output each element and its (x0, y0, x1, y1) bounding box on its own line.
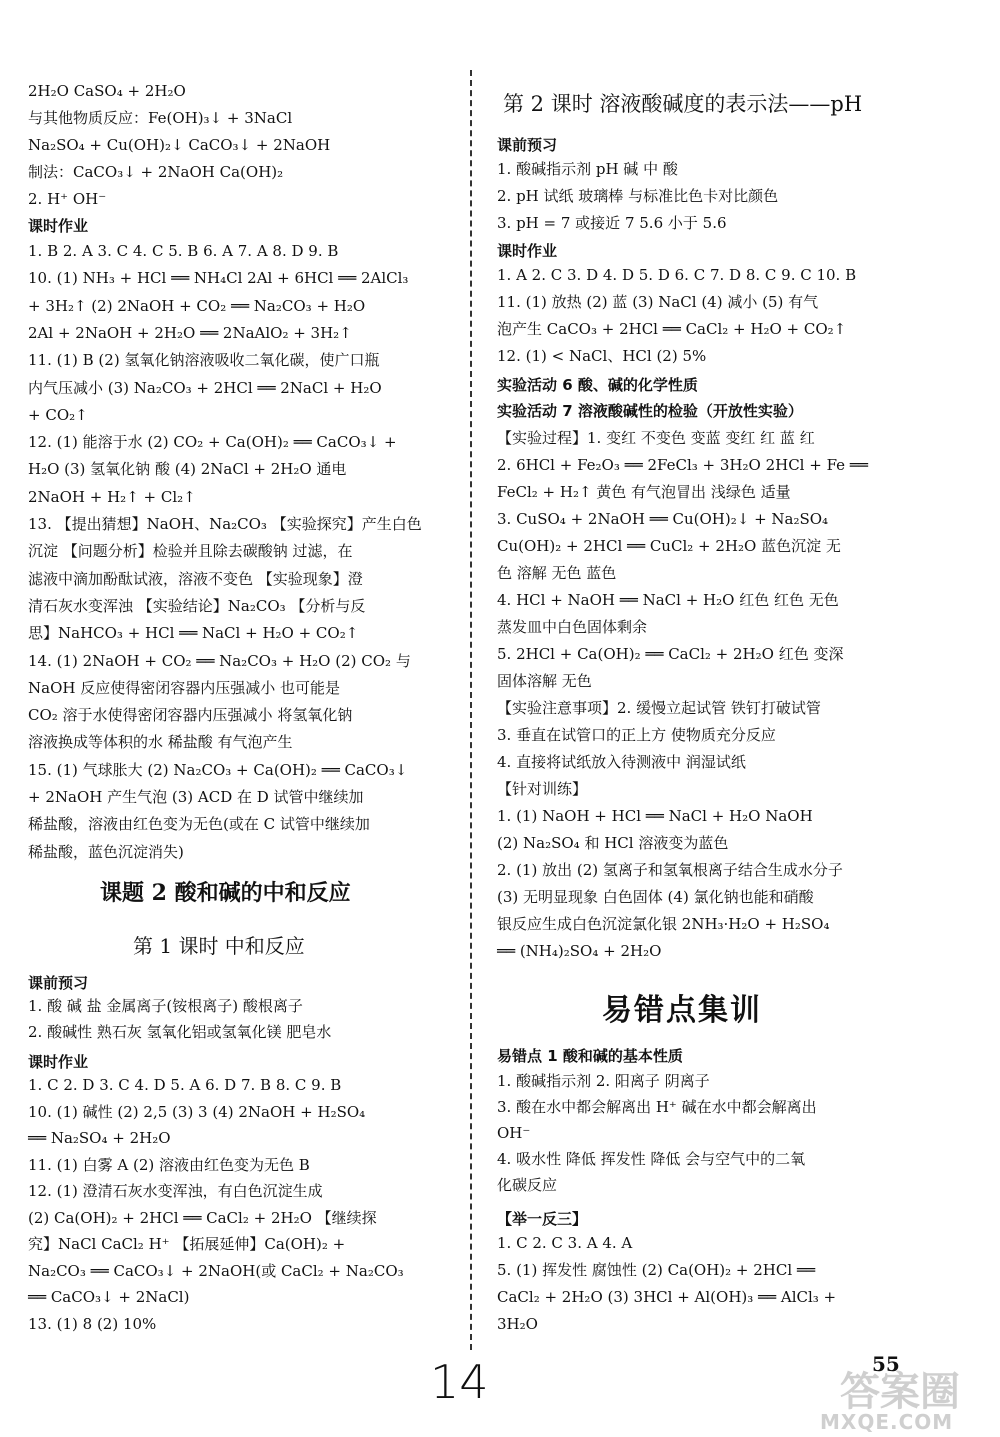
answer-line: 2. pH 试纸 玻璃棒 与标准比色卡对比颜色 (497, 187, 779, 205)
section-title: 课时作业 (28, 217, 89, 235)
answer-line: H₂O (3) 氢氧化钠 酸 (4) 2NaCl + 2H₂O 通电 (28, 460, 347, 479)
answer-line: ══ Na₂SO₄ + 2H₂O (28, 1129, 171, 1147)
answer-line: Cu(OH)₂ + 2HCl ══ CuCl₂ + 2H₂O 蓝色沉淀 无 (497, 537, 841, 555)
section-title: 课前预习 (497, 136, 558, 154)
answer-line: 15. (1) 气球胀大 (2) Na₂CO₃ + Ca(OH)₂ ══ CaCO₃↓ (28, 760, 408, 779)
answer-line: 12. (1) 能溶于水 (2) CO₂ + Ca(OH)₂ ══ CaCO₃↓ + (28, 433, 397, 452)
answer-line: 【实验过程】1. 变红 不变色 变蓝 变红 红 蓝 红 (497, 429, 815, 447)
answer-line: + CO₂↑ (28, 405, 88, 424)
answer-line: 沉淀 【问题分析】检验并且除去碳酸钠 过滤，在 (28, 542, 353, 561)
answer-line: 银反应生成白色沉淀氯化银 2NH₃·H₂O + H₂SO₄ (497, 915, 830, 933)
answer-line: 13. 【提出猜想】NaOH、Na₂CO₃ 【实验探究】产生白色 (28, 515, 422, 533)
answer-line: 2H₂O CaSO₄ + 2H₂O (28, 82, 186, 100)
answer-line: 清石灰水变浑浊 【实验结论】Na₂CO₃ 【分析与反 (28, 596, 366, 615)
answer-line: 11. (1) B (2) 氢氧化钠溶液吸收二氧化碳，使广口瓶 (28, 351, 380, 370)
answer-line: 滤液中滴加酚酞试液，溶液不变色 【实验现象】澄 (28, 569, 363, 588)
answer-line: 稀盐酸，溶液由红色变为无色(或在 C 试管中继续加 (28, 815, 370, 834)
answer-line: 13. (1) 8 (2) 10% (28, 1314, 157, 1333)
answer-line: 2. 6HCl + Fe₂O₃ ══ 2FeCl₃ + 3H₂O 2HCl + Fe ══ (497, 456, 868, 474)
answer-line: 1. 酸碱指示剂 2. 阳离子 阴离子 (497, 1072, 710, 1090)
answer-line: 4. HCl + NaOH ══ NaCl + H₂O 红色 红色 无色 (497, 591, 839, 609)
answer-line: (2) Na₂SO₄ 和 HCl 溶液变为蓝色 (497, 834, 729, 852)
answer-line: 溶液换成等体积的水 稀盐酸 有气泡产生 (28, 733, 293, 752)
answer-line: 3. CuSO₄ + 2NaOH ══ Cu(OH)₂↓ + Na₂SO₄ (497, 510, 829, 528)
answer-line: 2. H⁺ OH⁻ (28, 190, 107, 208)
answer-line: 【实验注意事项】2. 缓慢立起试管 铁钉打破试管 (497, 699, 821, 717)
answer-line: 12. (1) 澄清石灰水变浑浊，有白色沉淀生成 (28, 1182, 323, 1200)
answer-line: 化碳反应 (497, 1176, 558, 1194)
answer-line: 2. 酸碱性 熟石灰 氢氧化铝或氢氧化镁 肥皂水 (28, 1023, 332, 1041)
answer-line: 14. (1) 2NaOH + CO₂ ══ Na₂CO₃ + H₂O (2) CO₂ 与 (28, 651, 411, 670)
answer-line: 10. (1) 碱性 (2) 2,5 (3) 3 (4) 2NaOH + H₂SO₄ (28, 1102, 366, 1121)
answer-line: 固体溶解 无色 (497, 672, 592, 690)
answer-line: 5. (1) 挥发性 腐蚀性 (2) Ca(OH)₂ + 2HCl ══ (497, 1261, 815, 1279)
answer-line: 2Al + 2NaOH + 2H₂O ══ 2NaAlO₂ + 3H₂↑ (28, 323, 352, 342)
section-title: 课前预习 (28, 974, 89, 992)
answer-line: 制法：CaCO₃↓ + 2NaOH Ca(OH)₂ (28, 163, 284, 181)
watermark-url: MXQE.COM (820, 1410, 954, 1434)
answer-line: 1. (1) NaOH + HCl ══ NaCl + H₂O NaOH (497, 807, 813, 825)
answer-line: ══ (NH₄)₂SO₄ + 2H₂O (497, 942, 662, 960)
answer-line: (3) 无明显现象 白色固体 (4) 氯化钠也能和硝酸 (497, 888, 814, 906)
answer-line: 2NaOH + H₂↑ + Cl₂↑ (28, 487, 196, 506)
answer-line: 与其他物质反应：Fe(OH)₃↓ + 3NaCl (28, 109, 293, 127)
answer-line: ══ CaCO₃↓ + 2NaCl) (28, 1288, 190, 1306)
answer-line: + 3H₂↑ (2) 2NaOH + CO₂ ══ Na₂CO₃ + H₂O (28, 296, 366, 315)
section-heading: 易错点集训 (602, 993, 762, 1028)
answer-line: 究】NaCl CaCl₂ H⁺ 【拓展延伸】Ca(OH)₂ + (28, 1235, 346, 1253)
answer-line: 12. (1) < NaCl、HCl (2) 5% (497, 347, 707, 365)
answer-line: Na₂SO₄ + Cu(OH)₂↓ CaCO₃↓ + 2NaOH (28, 136, 331, 154)
answer-line: 稀盐酸，蓝色沉淀消失) (28, 842, 184, 861)
section-title: 课时作业 (28, 1053, 89, 1071)
answer-line: NaOH 反应使得密闭容器内压强减小 也可能是 (28, 678, 340, 697)
lesson-title: 第 1 课时 中和反应 (133, 934, 305, 958)
answer-line: + 2NaOH 产生气泡 (3) ACD 在 D 试管中继续加 (28, 788, 364, 806)
topic-title: 课题 2 酸和碱的中和反应 (100, 880, 351, 906)
page-number: 55 (872, 1352, 900, 1376)
watermark-logo: 答案圈 (840, 1369, 960, 1415)
answer-line: 3H₂O (497, 1315, 538, 1333)
handwritten-page-number: 14 (430, 1355, 489, 1409)
answer-line: 5. 2HCl + Ca(OH)₂ ══ CaCl₂ + 2H₂O 红色 变深 (497, 645, 844, 663)
answer-line: 蒸发皿中白色固体剩余 (497, 618, 648, 636)
answer-line: 10. (1) NH₃ + HCl ══ NH₄Cl 2Al + 6HCl ══ 2AlCl₃ (28, 269, 409, 288)
answer-line: Na₂CO₃ ══ CaCO₃↓ + 2NaOH(或 CaCl₂ + Na₂CO₃ (28, 1261, 404, 1280)
answer-line: 1. A 2. C 3. D 4. D 5. D 6. C 7. D 8. C 9. C 10. B (497, 266, 857, 284)
answer-line: 3. pH = 7 或接近 7 5.6 小于 5.6 (497, 214, 727, 232)
section-title: 【举一反三】 (497, 1210, 588, 1228)
answer-line: 【针对训练】 (497, 780, 588, 798)
answer-line: (2) Ca(OH)₂ + 2HCl ══ CaCl₂ + 2H₂O 【继续探 (28, 1208, 377, 1227)
answer-line: 内气压减小 (3) Na₂CO₃ + 2HCl ══ 2NaCl + H₂O (28, 378, 382, 397)
answer-line: 2. (1) 放出 (2) 氢离子和氢氧根离子结合生成水分子 (497, 861, 843, 879)
answer-line: 1. C 2. C 3. A 4. A (497, 1234, 633, 1252)
answer-line: 1. 酸 碱 盐 金属离子(铵根离子) 酸根离子 (28, 997, 303, 1015)
lesson-title: 第 2 课时 溶液酸碱度的表示法——pH (503, 92, 863, 116)
answer-line: 色 溶解 无色 蓝色 (497, 564, 617, 582)
answer-line: 4. 吸水性 降低 挥发性 降低 会与空气中的二氧 (497, 1150, 806, 1168)
answer-line: 3. 酸在水中都会解离出 H⁺ 碱在水中都会解离出 (497, 1098, 817, 1116)
answer-line: 泡产生 CaCO₃ + 2HCl ══ CaCl₂ + H₂O + CO₂↑ (497, 320, 847, 338)
answer-line: 思】NaHCO₃ + HCl ══ NaCl + H₂O + CO₂↑ (28, 624, 359, 643)
section-title: 实验活动 7 溶液酸碱性的检验（开放性实验） (497, 402, 803, 420)
answer-line: 11. (1) 放热 (2) 蓝 (3) NaCl (4) 减小 (5) 有气 (497, 293, 819, 311)
answer-line: FeCl₂ + H₂↑ 黄色 有气泡冒出 浅绿色 适量 (497, 483, 791, 501)
column-divider (470, 70, 472, 1350)
answer-line: OH⁻ (497, 1124, 531, 1142)
answer-line: 1. C 2. D 3. C 4. D 5. A 6. D 7. B 8. C 9. B (28, 1076, 342, 1094)
section-title: 实验活动 6 酸、碱的化学性质 (497, 376, 698, 394)
section-title: 课时作业 (497, 242, 558, 260)
answer-line: CaCl₂ + 2H₂O (3) 3HCl + Al(OH)₃ ══ AlCl₃ + (497, 1288, 837, 1306)
section-title: 易错点 1 酸和碱的基本性质 (497, 1047, 683, 1065)
answer-line: CO₂ 溶于水使得密闭容器内压强减小 将氢氧化钠 (28, 706, 353, 725)
answer-line: 1. B 2. A 3. C 4. C 5. B 6. A 7. A 8. D 9. B (28, 242, 339, 260)
answer-line: 4. 直接将试纸放入待测液中 润湿试纸 (497, 753, 746, 771)
answer-line: 3. 垂直在试管口的正上方 使物质充分反应 (497, 726, 776, 744)
answer-line: 11. (1) 白雾 A (2) 溶液由红色变为无色 B (28, 1155, 310, 1174)
answer-line: 1. 酸碱指示剂 pH 碱 中 酸 (497, 160, 678, 178)
